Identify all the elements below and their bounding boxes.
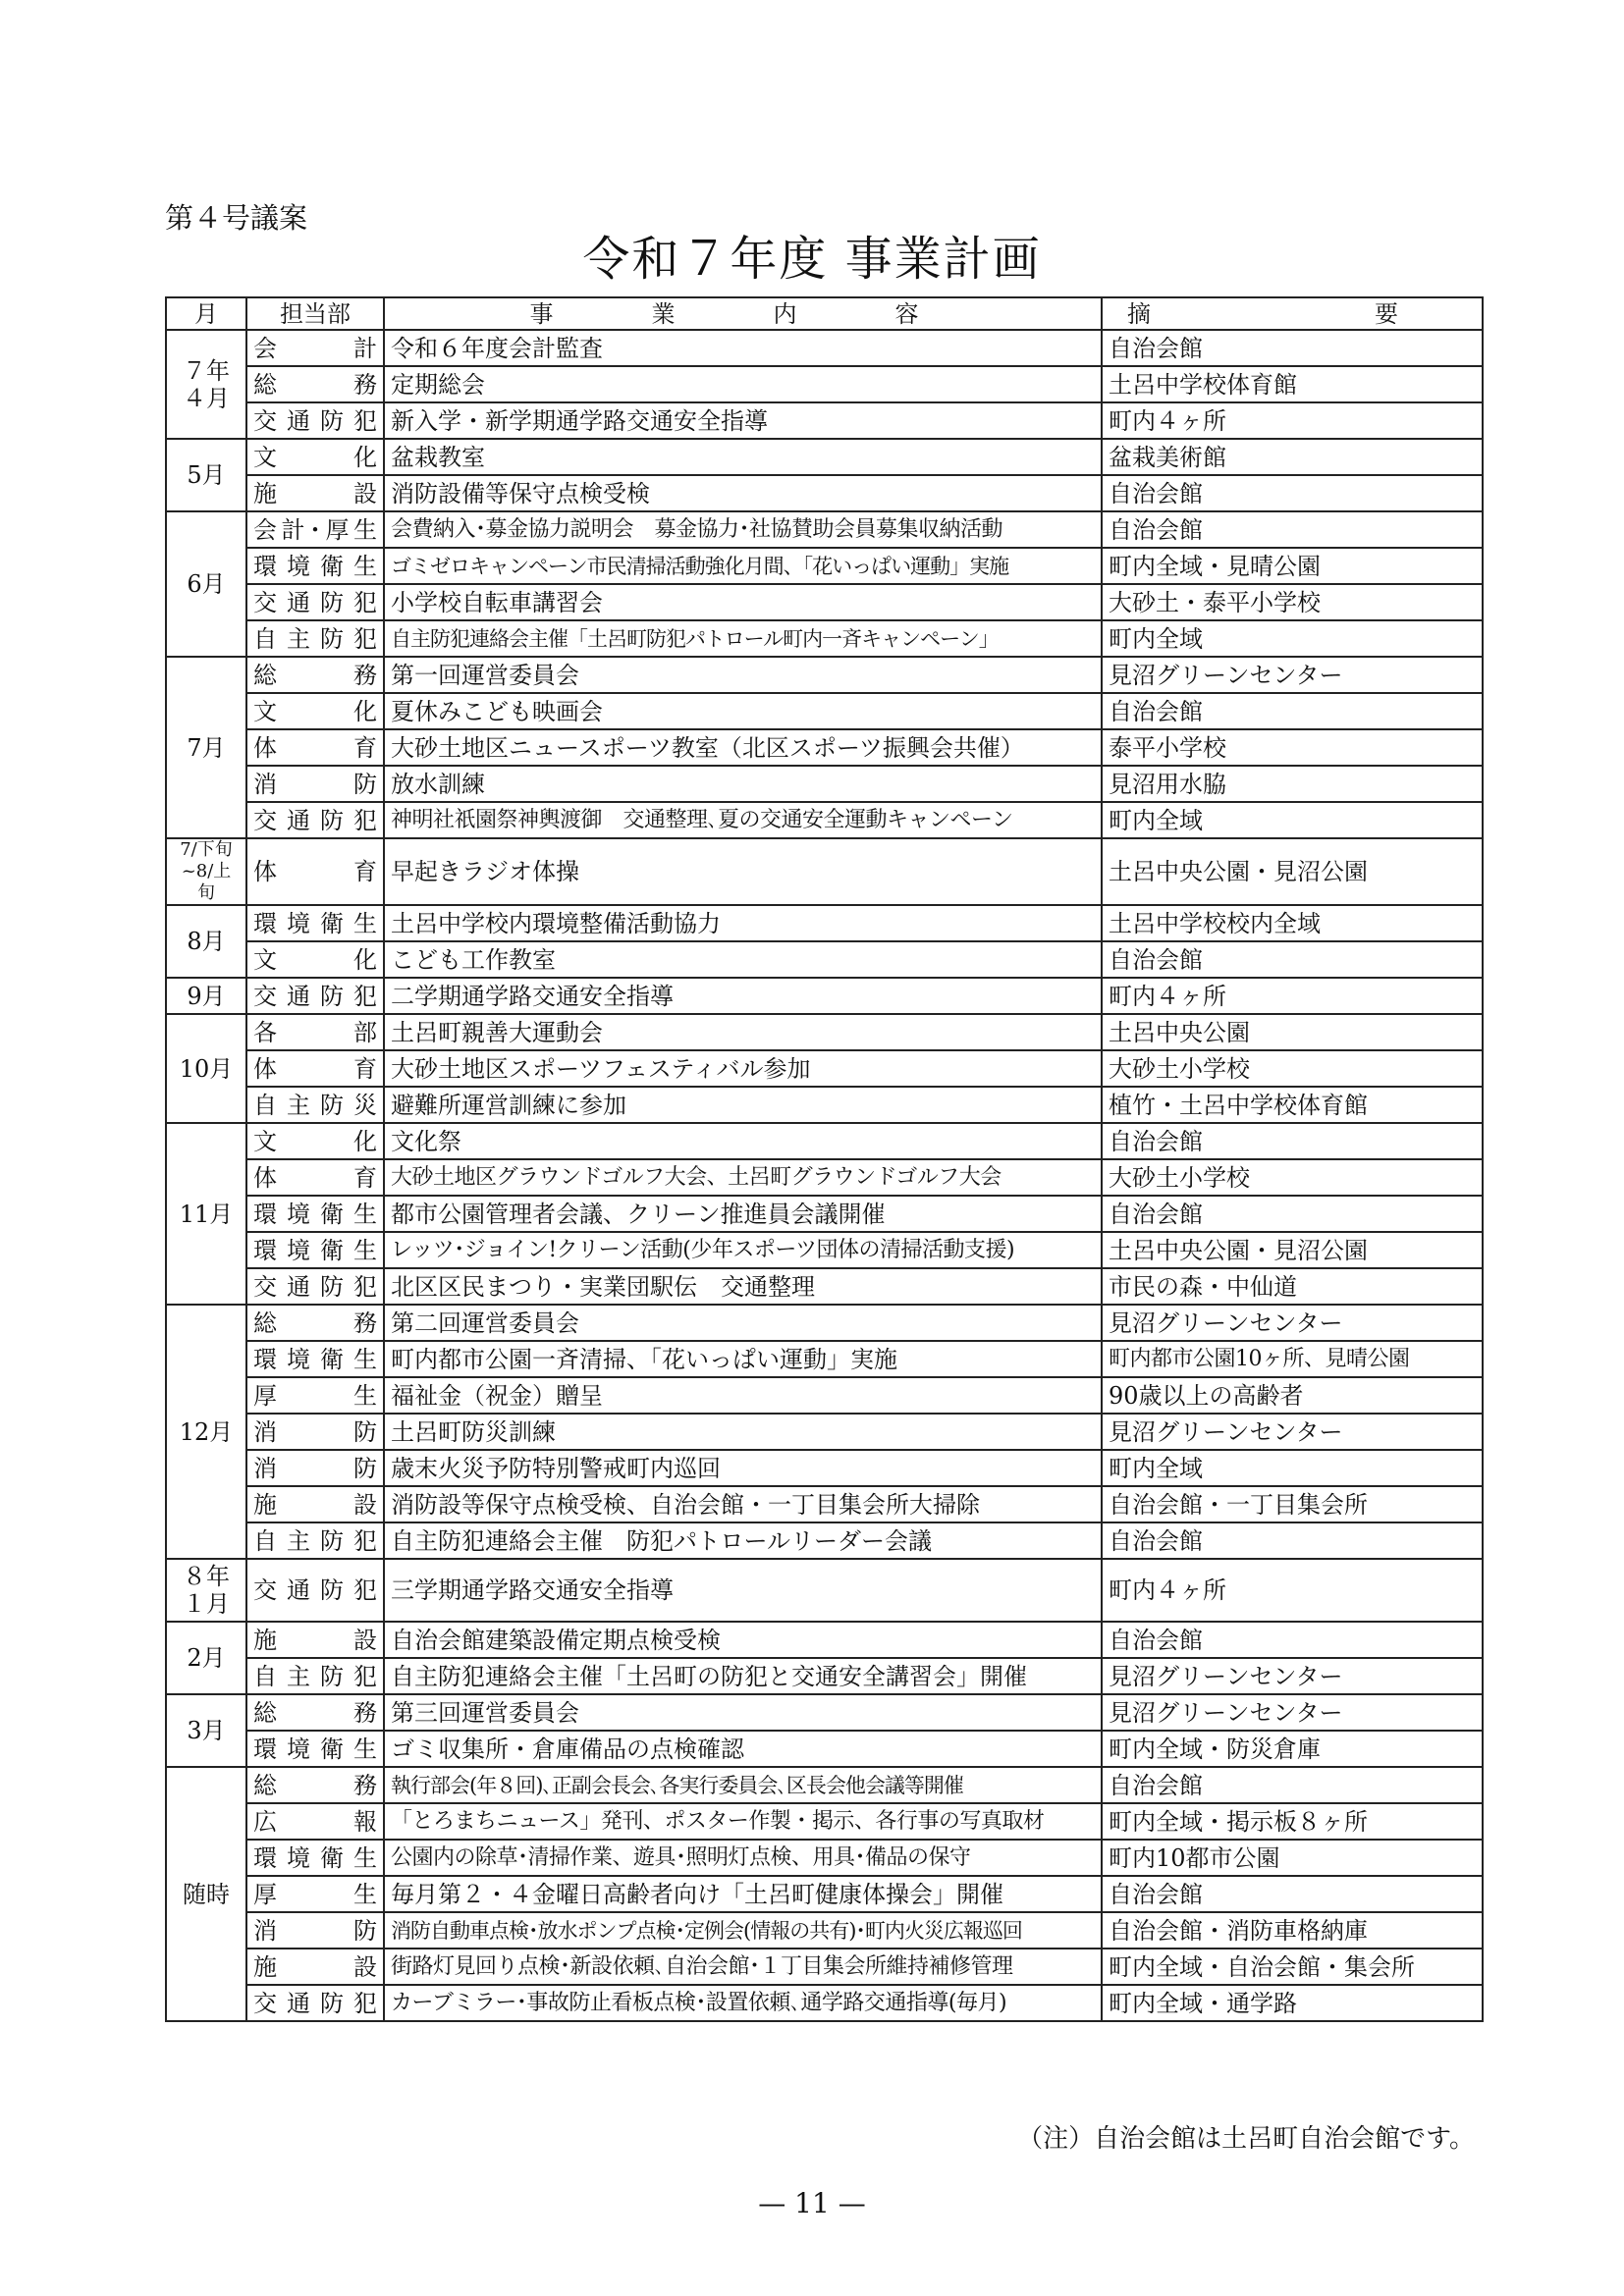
content-cell: 土呂町親善大運動会 — [384, 1014, 1102, 1050]
business-plan-table — [165, 296, 1484, 2022]
footnote: （注）自治会館は土呂町自治会館です。 — [1017, 2124, 1475, 2154]
table-row — [166, 693, 1483, 729]
department-cell: 施設 — [246, 1949, 384, 1985]
content-cell: 町内都市公園一斉清掃、「花いっぱい運動」実施 — [384, 1341, 1102, 1377]
month-cell: 6月 — [166, 511, 246, 657]
content-cell: 新入学・新学期通学路交通安全指導 — [384, 402, 1102, 439]
department-cell: 総務 — [246, 1305, 384, 1341]
department-cell: 環境衛生 — [246, 1341, 384, 1377]
table-row — [166, 475, 1483, 511]
table-row — [166, 838, 1483, 905]
content-cell: 大砂土地区グラウンドゴルフ大会、土呂町グラウンドゴルフ大会 — [384, 1159, 1102, 1196]
remarks-cell: 自治会館 — [1102, 511, 1483, 548]
department-cell: 会計･厚生 — [246, 511, 384, 548]
content-cell: 毎月第２・４金曜日高齢者向け「土呂町健康体操会」開催 — [384, 1876, 1102, 1912]
month-cell: 11月 — [166, 1123, 246, 1305]
remarks-cell: 植竹・土呂中学校体育館 — [1102, 1087, 1483, 1123]
department-cell: 総務 — [246, 1767, 384, 1803]
department-cell: 文化 — [246, 1123, 384, 1159]
month-cell: 7月 — [166, 657, 246, 838]
table-row — [166, 729, 1483, 766]
remarks-cell: 町内４ヶ所 — [1102, 978, 1483, 1014]
remarks-cell: 町内全域・自治会館・集会所 — [1102, 1949, 1483, 1985]
table-row — [166, 1949, 1483, 1985]
department-cell: 交通防犯 — [246, 402, 384, 439]
content-cell: 自主防犯連絡会主催「土呂町防犯パトロール町内一斉キャンペーン」 — [384, 620, 1102, 657]
month-cell: 3月 — [166, 1694, 246, 1767]
table-row — [166, 1014, 1483, 1050]
department-cell: 交通防犯 — [246, 978, 384, 1014]
department-cell: 消防 — [246, 1450, 384, 1486]
remarks-cell: 自治会館 — [1102, 1123, 1483, 1159]
department-cell: 各部 — [246, 1014, 384, 1050]
remarks-cell: 見沼グリーンセンター — [1102, 657, 1483, 693]
remarks-cell: 大砂土小学校 — [1102, 1050, 1483, 1087]
department-cell: 交通防犯 — [246, 584, 384, 620]
content-cell: 令和６年度会計監査 — [384, 330, 1102, 366]
table-row — [166, 1341, 1483, 1377]
page-title: 令和７年度 事業計画 — [582, 232, 1042, 287]
table-row — [166, 978, 1483, 1014]
remarks-cell: 町内全域 — [1102, 620, 1483, 657]
content-cell: レッツ･ジョイン!クリーン活動(少年スポーツ団体の清掃活動支援) — [384, 1232, 1102, 1268]
table-row — [166, 548, 1483, 584]
remarks-cell: 町内全域・見晴公園 — [1102, 548, 1483, 584]
content-cell: 大砂土地区ニュースポーツ教室（北区スポーツ振興会共催） — [384, 729, 1102, 766]
content-cell: 公園内の除草･清掃作業、遊具･照明灯点検、用具･備品の保守 — [384, 1840, 1102, 1876]
content-cell: 土呂町防災訓練 — [384, 1414, 1102, 1450]
header-remarks: 摘 要 — [1102, 297, 1483, 330]
remarks-cell: 見沼用水脇 — [1102, 766, 1483, 802]
remarks-cell: 町内全域・防災倉庫 — [1102, 1731, 1483, 1767]
month-cell: 7/下旬 ~8/上旬 — [166, 838, 246, 905]
content-cell: ゴミ収集所・倉庫備品の点検確認 — [384, 1731, 1102, 1767]
department-cell: 消防 — [246, 766, 384, 802]
department-cell: 施設 — [246, 1622, 384, 1658]
table-row — [166, 1377, 1483, 1414]
department-cell: 自主防犯 — [246, 620, 384, 657]
table-body — [166, 330, 1483, 2021]
remarks-cell: 自治会館 — [1102, 475, 1483, 511]
content-cell: 定期総会 — [384, 366, 1102, 402]
month-cell: 8月 — [166, 905, 246, 978]
table-row — [166, 1658, 1483, 1694]
content-cell: 夏休みこども映画会 — [384, 693, 1102, 729]
department-cell: 文化 — [246, 941, 384, 978]
remarks-cell: 自治会館 — [1102, 1522, 1483, 1559]
department-cell: 環境衛生 — [246, 1840, 384, 1876]
remarks-cell: 泰平小学校 — [1102, 729, 1483, 766]
content-cell: 自主防犯連絡会主催 防犯パトロールリーダー会議 — [384, 1522, 1102, 1559]
table-row — [166, 1694, 1483, 1731]
remarks-cell: 市民の森・中仙道 — [1102, 1268, 1483, 1305]
department-cell: 自主防犯 — [246, 1658, 384, 1694]
content-cell: 消防設備等保守点検受検 — [384, 475, 1102, 511]
month-cell: 2月 — [166, 1622, 246, 1694]
table-row — [166, 1196, 1483, 1232]
table-row — [166, 1522, 1483, 1559]
content-cell: 都市公園管理者会議、クリーン推進員会議開催 — [384, 1196, 1102, 1232]
department-cell: 体育 — [246, 1159, 384, 1196]
content-cell: 土呂中学校内環境整備活動協力 — [384, 905, 1102, 941]
remarks-cell: 土呂中央公園・見沼公園 — [1102, 838, 1483, 905]
month-cell: 5月 — [166, 439, 246, 511]
content-cell: こども工作教室 — [384, 941, 1102, 978]
content-cell: 北区区民まつり・実業団駅伝 交通整理 — [384, 1268, 1102, 1305]
table-row — [166, 941, 1483, 978]
table-row — [166, 1803, 1483, 1840]
table-row — [166, 511, 1483, 548]
department-cell: 総務 — [246, 1694, 384, 1731]
department-cell: 総務 — [246, 366, 384, 402]
remarks-cell: 90歳以上の高齢者 — [1102, 1377, 1483, 1414]
department-cell: 施設 — [246, 1486, 384, 1522]
table-row — [166, 1450, 1483, 1486]
department-cell: 総務 — [246, 657, 384, 693]
table-row — [166, 1985, 1483, 2021]
remarks-cell: 自治会館 — [1102, 1767, 1483, 1803]
content-cell: 「とろまちニュース」発刊、ポスター作製・掲示、各行事の写真取材 — [384, 1803, 1102, 1840]
department-cell: 環境衛生 — [246, 1731, 384, 1767]
content-cell: 消防設等保守点検受検、自治会館・一丁目集会所大掃除 — [384, 1486, 1102, 1522]
remarks-cell: 町内全域・掲示板８ヶ所 — [1102, 1803, 1483, 1840]
table-row — [166, 1840, 1483, 1876]
remarks-cell: 盆栽美術館 — [1102, 439, 1483, 475]
page-number: — 11 — — [758, 2187, 866, 2219]
department-cell: 自主防災 — [246, 1087, 384, 1123]
table-row — [166, 1159, 1483, 1196]
remarks-cell: 見沼グリーンセンター — [1102, 1694, 1483, 1731]
table-row — [166, 1559, 1483, 1622]
department-cell: 交通防犯 — [246, 1559, 384, 1622]
agenda-number: 第４号議案 — [165, 201, 308, 235]
content-cell: 放水訓練 — [384, 766, 1102, 802]
content-cell: 二学期通学路交通安全指導 — [384, 978, 1102, 1014]
table-row — [166, 766, 1483, 802]
remarks-cell: 自治会館 — [1102, 941, 1483, 978]
table-row — [166, 330, 1483, 366]
remarks-cell: 自治会館 — [1102, 1196, 1483, 1232]
table-row — [166, 366, 1483, 402]
content-cell: 早起きラジオ体操 — [384, 838, 1102, 905]
remarks-cell: 自治会館 — [1102, 330, 1483, 366]
department-cell: 施設 — [246, 475, 384, 511]
content-cell: 執行部会(年８回)､正副会長会､各実行委員会､区長会他会議等開催 — [384, 1767, 1102, 1803]
remarks-cell: 見沼グリーンセンター — [1102, 1305, 1483, 1341]
table-row — [166, 1876, 1483, 1912]
department-cell: 環境衛生 — [246, 1196, 384, 1232]
department-cell: 環境衛生 — [246, 905, 384, 941]
header-content: 事 業 内 容 — [384, 297, 1102, 330]
remarks-cell: 町内全域 — [1102, 802, 1483, 838]
content-cell: ゴミゼロキャンペーン市民清掃活動強化月間、「花いっぱい運動」実施 — [384, 548, 1102, 584]
content-cell: 大砂土地区スポーツフェスティバル参加 — [384, 1050, 1102, 1087]
header-department: 担当部 — [246, 297, 384, 330]
remarks-cell: 見沼グリーンセンター — [1102, 1414, 1483, 1450]
department-cell: 体育 — [246, 1050, 384, 1087]
table-row — [166, 1232, 1483, 1268]
department-cell: 交通防犯 — [246, 802, 384, 838]
table-row — [166, 1050, 1483, 1087]
content-cell: 自主防犯連絡会主催「土呂町の防犯と交通安全講習会」開催 — [384, 1658, 1102, 1694]
table-row — [166, 1414, 1483, 1450]
department-cell: 厚生 — [246, 1876, 384, 1912]
department-cell: 環境衛生 — [246, 1232, 384, 1268]
remarks-cell: 町内都市公園10ヶ所、見晴公園 — [1102, 1341, 1483, 1377]
table-row — [166, 1912, 1483, 1949]
content-cell: 盆栽教室 — [384, 439, 1102, 475]
department-cell: 交通防犯 — [246, 1985, 384, 2021]
table-row — [166, 439, 1483, 475]
remarks-cell: 大砂土小学校 — [1102, 1159, 1483, 1196]
month-cell: 9月 — [166, 978, 246, 1014]
remarks-cell: 土呂中学校校内全域 — [1102, 905, 1483, 941]
remarks-cell: 見沼グリーンセンター — [1102, 1658, 1483, 1694]
content-cell: 文化祭 — [384, 1123, 1102, 1159]
remarks-cell: 町内４ヶ所 — [1102, 402, 1483, 439]
month-cell: 12月 — [166, 1305, 246, 1559]
content-cell: 第二回運営委員会 — [384, 1305, 1102, 1341]
remarks-cell: 自治会館 — [1102, 693, 1483, 729]
remarks-cell: 町内４ヶ所 — [1102, 1559, 1483, 1622]
table-row — [166, 1731, 1483, 1767]
month-cell: ７年 ４月 — [166, 330, 246, 439]
department-cell: 文化 — [246, 693, 384, 729]
table-row — [166, 657, 1483, 693]
content-cell: 避難所運営訓練に参加 — [384, 1087, 1102, 1123]
department-cell: 自主防犯 — [246, 1522, 384, 1559]
table-row — [166, 1622, 1483, 1658]
remarks-cell: 自治会館・一丁目集会所 — [1102, 1486, 1483, 1522]
department-cell: 会計 — [246, 330, 384, 366]
table-row — [166, 620, 1483, 657]
table-row — [166, 1268, 1483, 1305]
month-cell: 随時 — [166, 1767, 246, 2021]
content-cell: 福祉金（祝金）贈呈 — [384, 1377, 1102, 1414]
remarks-cell: 土呂中央公園・見沼公園 — [1102, 1232, 1483, 1268]
content-cell: 会費納入･募金協力説明会 募金協力･社協賛助会員募集収納活動 — [384, 511, 1102, 548]
department-cell: 文化 — [246, 439, 384, 475]
month-cell: 10月 — [166, 1014, 246, 1123]
content-cell: 三学期通学路交通安全指導 — [384, 1559, 1102, 1622]
content-cell: 神明社祇園祭神輿渡御 交通整理､夏の交通安全運動キャンペーン — [384, 802, 1102, 838]
content-cell: 歳末火災予防特別警戒町内巡回 — [384, 1450, 1102, 1486]
department-cell: 厚生 — [246, 1377, 384, 1414]
remarks-cell: 町内全域・通学路 — [1102, 1985, 1483, 2021]
table-row — [166, 1087, 1483, 1123]
department-cell: 体育 — [246, 838, 384, 905]
table-row — [166, 402, 1483, 439]
remarks-cell: 町内10都市公園 — [1102, 1840, 1483, 1876]
remarks-cell: 自治会館・消防車格納庫 — [1102, 1912, 1483, 1949]
department-cell: 体育 — [246, 729, 384, 766]
table-row — [166, 1305, 1483, 1341]
content-cell: 小学校自転車講習会 — [384, 584, 1102, 620]
content-cell: 消防自動車点検･放水ポンプ点検･定例会(情報の共有)･町内火災広報巡回 — [384, 1912, 1102, 1949]
remarks-cell: 土呂中央公園 — [1102, 1014, 1483, 1050]
department-cell: 消防 — [246, 1414, 384, 1450]
department-cell: 環境衛生 — [246, 548, 384, 584]
month-cell: ８年 １月 — [166, 1559, 246, 1622]
remarks-cell: 大砂土・泰平小学校 — [1102, 584, 1483, 620]
table-row — [166, 1486, 1483, 1522]
table-row — [166, 905, 1483, 941]
department-cell: 広報 — [246, 1803, 384, 1840]
department-cell: 交通防犯 — [246, 1268, 384, 1305]
table-row — [166, 584, 1483, 620]
remarks-cell: 土呂中学校体育館 — [1102, 366, 1483, 402]
content-cell: 第三回運営委員会 — [384, 1694, 1102, 1731]
remarks-cell: 町内全域 — [1102, 1450, 1483, 1486]
header-month: 月 — [166, 297, 246, 330]
remarks-cell: 自治会館 — [1102, 1622, 1483, 1658]
table-row — [166, 1123, 1483, 1159]
content-cell: 街路灯見回り点検･新設依頼､自治会館･１丁目集会所維持補修管理 — [384, 1949, 1102, 1985]
content-cell: 第一回運営委員会 — [384, 657, 1102, 693]
table-header-row — [166, 297, 1483, 330]
content-cell: カーブミラー･事故防止看板点検･設置依頼､通学路交通指導(毎月) — [384, 1985, 1102, 2021]
remarks-cell: 自治会館 — [1102, 1876, 1483, 1912]
table-row — [166, 802, 1483, 838]
table-row — [166, 1767, 1483, 1803]
department-cell: 消防 — [246, 1912, 384, 1949]
content-cell: 自治会館建築設備定期点検受検 — [384, 1622, 1102, 1658]
